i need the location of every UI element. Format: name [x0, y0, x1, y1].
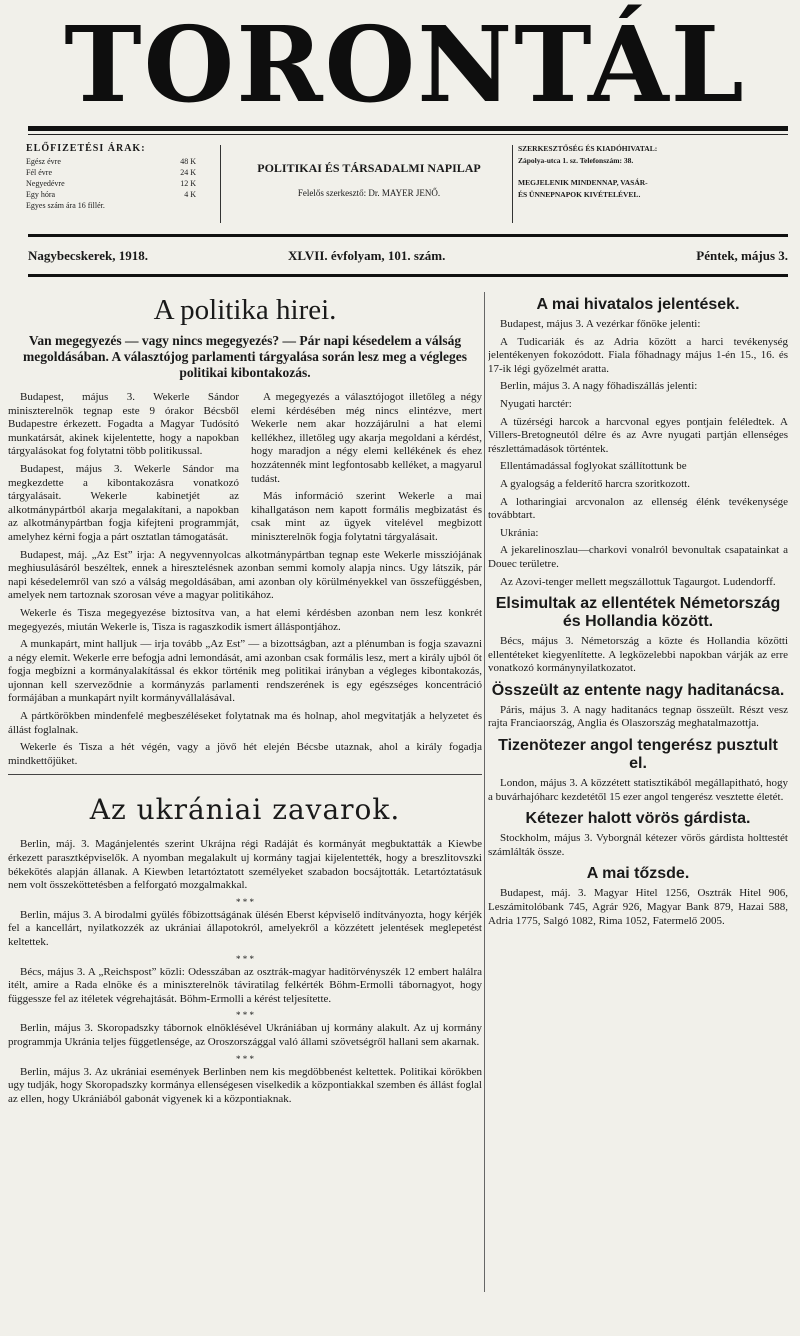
paragraph: A Tudicariák és az Adria között a harci tevékenység jelentékenyen fokozódott. Fiala főhadnagy május 1-én 15., 16. és 17-ik légi győzelmét aratta.: [488, 335, 788, 375]
masthead-rule-thin: [28, 134, 788, 135]
paragraph: Berlin, május 3. A birodalmi gyülés főbizottságának ülésén Eberst képviselő indítványozta, hogy kérjék fel a kancellárt, nyilatkozzék az ukrániai állapotokról, amelyekről a közzétett jelentések meglepetést keltettek.: [8, 908, 482, 948]
paragraph: Ellentámadással foglyokat szállítottunk be: [500, 460, 687, 473]
paragraph: A gyalogság a felderítő harcra szoritkozott.: [500, 477, 690, 490]
header-center: [228, 143, 510, 233]
paragraph: Budapest, május 3. Wekerle Sándor ma megkezdette a kibontakozásra vonatkozó tárgyalásait. Wekerle kabinetjét az alkotmánypártból akarja megalakítani, a napokban az alkotmánypártban fogja kifejteni programmját, amelyhez kérni fogja a párt osztatlan támogatását.: [8, 462, 239, 543]
paragraph: Budapest, máj. 3. Magyar Hitel 1256, Osztrák Hitel 906, Leszámitolóbank 745, Agrár 926, Magyar Bank 879, Hazai 588, Adria 1775, Salgó 1082, Rima 1052, Fatermelő 2005.: [488, 887, 788, 927]
article-headline-2: Az ukrániai zavarok.: [89, 793, 401, 827]
paragraph: Nyugati harctér:: [500, 397, 572, 410]
section-heading: Elsimultak az ellentétek Németország és Hollandia között.: [495, 595, 781, 631]
separator-stars: * * *: [236, 953, 254, 964]
paragraph: Wekerle és Tisza a hét végén, vagy a jövő hét elején Bécsbe utaznak, ahol a király fogadja mindkettőjüket.: [8, 741, 482, 767]
subscription-label: ELŐFIZETÉSI ÁRAK:: [26, 143, 146, 154]
paragraph: A munkapárt, mint halljuk — irja tovább „Az Est” — a bizottságban, azt a plénumban is fogja szavazni a négy elemit. Wekerle erre befogja adni lemondását, ami azonban csak formális lesz, mert a király ujból őt fogja megbízni a kormányalakítással és ekkor történik meg politikai irányban a végleges kibontakozás, ujonnan kell szerveződnie a kormányzás parlamenti rendszerének is egy egészséges koncentráció formájában a munkapárt nyilt kormányvállalásával.: [8, 638, 482, 705]
office-info: SZERKESZTŐSÉG ÉS KIADÓHIVATAL: Zápolya-utca 1. sz. Telefonszám: 38. MEGJELENIK MINDENNAP, VASÁR- ÉS ÜNNEPNAPOK KIVÉTELÉVEL.: [518, 144, 658, 199]
paragraph: Budapest, május 3. A vezérkar főnöke jelenti:: [500, 318, 701, 330]
paragraph: A lotharingiai arcvonalon az ellenség élénk tevékenysége továbbtart.: [488, 495, 788, 522]
editor-line: Felelős szerkesztő: Dr. MAYER JENŐ.: [297, 188, 441, 198]
paragraph: Stockholm, május 3. Vyborgnál kétezer vörös gárdista holttestét számlálták össze.: [488, 832, 788, 858]
paragraph: Bécs, május 3. Németország a közte és Hollandia közötti ellentéteket kiegyenlítette. A legközelebbi napokban várják az erre vonatkozó kormánynyilatkozatot.: [488, 635, 788, 675]
issue-date: Péntek, május 3.: [696, 248, 788, 263]
paragraph: A tüzérségi harcok a harcvonal egyes pontjain feléledtek. A Villers-Bretogneutól délre és az Avre nyugati partján ellenséges részlettámadások történtek.: [488, 415, 788, 455]
paragraph: Bécs, május 3. A „Reichspost” közli: Odesszában az osztrák-magyar haditörvényszék 12 embert halálra itélt, amire a Rada elnöke és a miniszterelnök táviratilag felkérték Böhm-Ermolli tábornagyot, hogy függessze fel az itéletek végrehajtását. Böhm-Ermolli a kérést teljesítette.: [8, 965, 482, 1005]
separator-stars: * * *: [236, 1053, 254, 1064]
paragraph: Wekerle és Tisza megegyezése biztosítva van, a hat elemi kérdésben azonban nem lesz konkrét megegyezés, miután Wekerle is, Tisza is ragaszkodik ismert álláspontjához.: [8, 606, 482, 633]
header-rule: [28, 234, 788, 237]
paragraph: Más információ szerint Wekerle a mai kihallgatáson nem kapott formális megbizatást és csak mint az ügyek vitelével megbizott miniszterelnök fogja folytatni tárgyalásait.: [251, 490, 482, 543]
paragraph: Az Azovi-tenger mellett megszállottuk Tagaurgot. Ludendorff.: [500, 575, 776, 588]
column-divider: [484, 292, 485, 1292]
subscription-row: Fél évre 24 K: [26, 168, 196, 177]
volume-issue: XLVII. évfolyam, 101. szám.: [288, 248, 446, 263]
paragraph: Berlin, május 3. A nagy főhadiszállás jelenti:: [500, 380, 698, 393]
section-heading: A mai hivatalos jelentések.: [536, 296, 740, 313]
paragraph: London, május 3. A közzétett statisztikából megállapitható, hogy a buvárhajóharc kezdetétől 15 ezer angol tengerész vesztette életét.: [488, 777, 788, 803]
subscription-box: [26, 143, 216, 233]
paragraph: A megegyezés a választójogot illetőleg a négy elemi kérdésében még nincs elintézve, mert Wekerle nem akar hozzájárulni a hat elemi kellékhez, illetőleg ugy akarja megoldani a kérdést, hogy maradjon a négy elemi kellékének és ehez hozzátennék mint legfontosabb kelléket, a magyarul tudást.: [251, 391, 482, 485]
separator-stars: * * *: [236, 1010, 254, 1021]
paragraph: Berlin, május 3. Skoropadszky tábornok elnöklésével Ukrániában uj kormány alakult. Az uj kormány programmja Ukránia teljes függetlensége, az Oroszországgal való állami szövetségről hallani sem akarnak.: [8, 1022, 482, 1048]
subscription-row: Negyedévre 12 K: [26, 179, 196, 188]
paragraph: Ukránia:: [500, 526, 539, 539]
place-year: Nagybecskerek, 1918.: [28, 248, 149, 263]
article-columns: [8, 391, 482, 549]
right-column: [488, 290, 788, 1320]
left-column: [8, 290, 482, 1320]
tagline: POLITIKAI ÉS TÁRSADALMI NAPILAP: [257, 161, 481, 175]
subscription-row: Egy hóra 4 K: [26, 190, 196, 199]
paragraph: Budapest, máj. „Az Est” irja: A negyvennyolcas alkotmánypártban tegnap este Wekerle missziójának meghiusulásáról beszéltek, ennek a hiresztelésnek azonban semmi komoly alapja nincs. Ugy látszik, pár napi késedelemről van szó a válság megoldásában, ami azonban oly körülményekkel van összefüggésben, amelyek nem tartoznak szorosan véve a magyar politikához.: [8, 548, 482, 602]
dateline-rule: [28, 274, 788, 277]
article-lead: Van megegyezés — vagy nincs megegyezés? — Pár napi késedelem a válság megoldásában. A választójog parlamenti tárgyalása során lesz meg a végleges politikai kibontakozás.: [23, 333, 467, 380]
masthead-title: TORONTÁL: [64, 3, 746, 126]
section-heading: Összeült az entente nagy haditanácsa.: [491, 681, 785, 699]
section-heading: A mai tőzsde.: [586, 865, 690, 883]
separator-stars: * * *: [236, 896, 254, 907]
paragraph: Berlin, május 3. Az ukrániai események Berlinben nem kis megdöbbenést keltettek. Politikai körökben ugy tudják, hogy Skoropadszky kormánya ellenségesen viselkedik a központiakkal szemben és állást foglal az ellen, hogy Ukrániából gabonát vigyenek ki a központiaknak.: [8, 1065, 482, 1105]
single-issue-price: Egyes szám ára 16 fillér.: [26, 201, 105, 210]
header-divider: [220, 145, 221, 223]
section-rule: [8, 774, 482, 775]
paragraph: A jekarelinoszlau—charkovi vonalról bevonultak csapatainkat a Douec területre.: [488, 544, 788, 570]
section-heading: Tizenötezer angol tengerész pusztult el.: [498, 737, 778, 773]
paragraph: Budapest, május 3. Wekerle Sándor miniszterelnök tegnap este 9 órakor Bécsből Budapestre érkezett. Fogadta a Magyar Tudósító munkatársát, akinek kijelentette, hogy a napokban tárgyalásokat fog folytatni több politikussal.: [8, 391, 239, 458]
section-heading: Kétezer halott vörös gárdista.: [525, 810, 751, 828]
masthead-rule: [28, 126, 788, 131]
article-headline: A politika hirei.: [153, 294, 337, 326]
header-divider: [512, 145, 513, 223]
paragraph: A pártkörökben mindenfelé megbeszéléseket folytatnak ma és holnap, ahol megvitatják a helyzetet és állást foglalnak.: [8, 710, 482, 736]
dateline: [28, 248, 788, 268]
paragraph: Berlin, máj. 3. Magánjelentés szerint Ukrájna régi Radáját és kormányát megbuktatták a Kiewbe érkezett parasztképviselők. A nyomban megalakult uj kormány tagjai kijelentették, hogy a breszlitovszki békekötés alapján állanak. A Kiewben letartóztatott személyeket szabadon bocsájtották. Letartóztatásuk nem volt összeköttetésben a felforgató mozgalmakkal.: [8, 838, 482, 892]
subscription-row: Egész évre 48 K: [26, 157, 196, 166]
paragraph: Páris, május 3. A nagy haditanács tegnap összeült. Részt vesz rajta Franciaország, Anglia és Olaszország meghatalmazottja.: [488, 703, 788, 730]
